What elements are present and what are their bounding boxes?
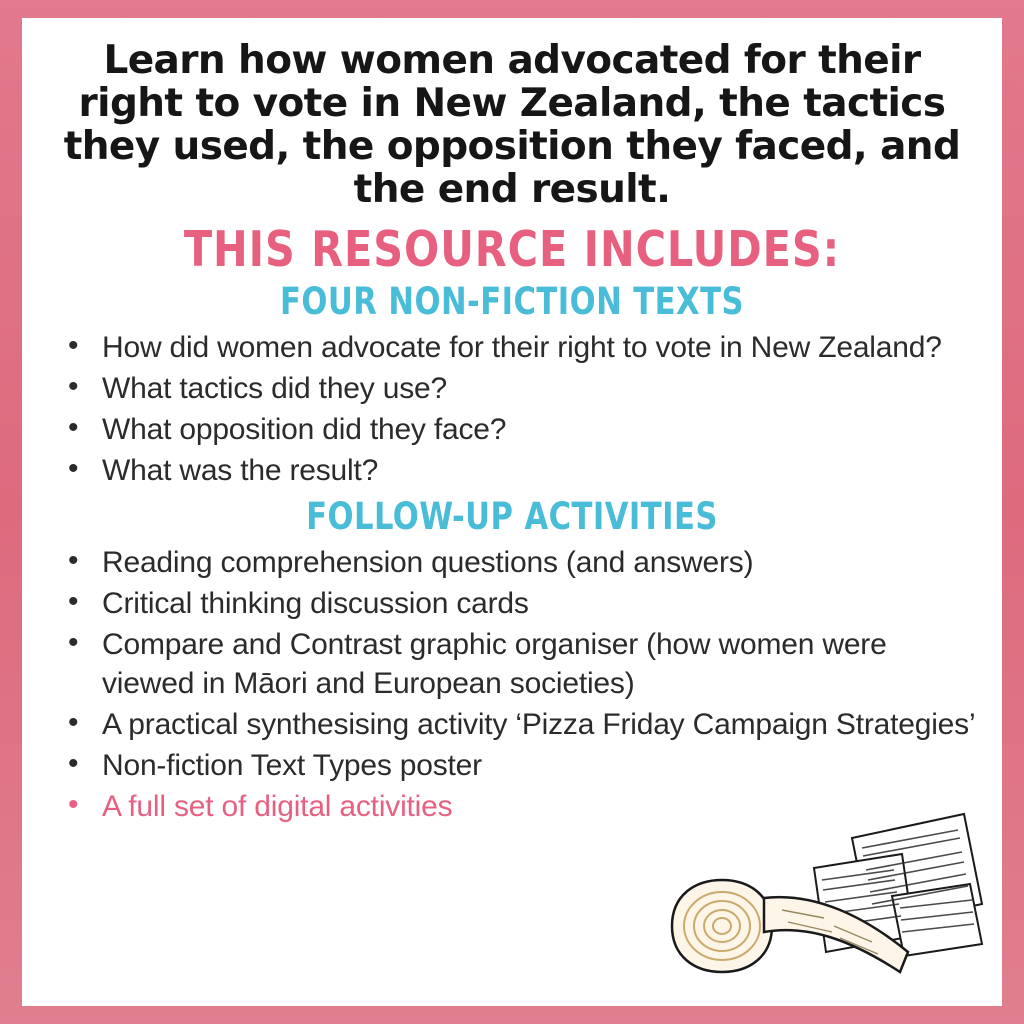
texts-list: [54, 328, 976, 490]
list-item: • What was the result?: [54, 451, 976, 490]
section-title-texts: FOUR NON-FICTION TEXTS: [280, 280, 744, 323]
list-item: • What tactics did they use?: [54, 369, 976, 408]
list-item: • A practical synthesising activity ‘Pizza Friday Campaign Strategies’: [54, 705, 976, 744]
list-item: • Compare and Contrast graphic organiser (how women were viewed in Māori and European societies): [54, 625, 976, 703]
section-title-activities: FOLLOW-UP ACTIVITIES: [306, 494, 718, 538]
resource-includes-title: THIS RESOURCE INCLUDES:: [183, 220, 841, 278]
activities-list: [54, 543, 976, 826]
list-item: • A full set of digital activities: [54, 787, 976, 826]
list-item: • Critical thinking discussion cards: [54, 584, 976, 623]
list-item: • Non-fiction Text Types poster: [54, 746, 976, 785]
list-item: • What opposition did they face?: [54, 410, 976, 449]
list-item: • How did women advocate for their right to vote in New Zealand?: [54, 328, 976, 367]
page-title: Learn how women advocated for their right to vote in New Zealand, the tactics they used, the opposition they faced, and the end result.: [63, 38, 961, 212]
list-item: • Reading comprehension questions (and answers): [54, 543, 976, 582]
poster-card: [22, 18, 1002, 1006]
